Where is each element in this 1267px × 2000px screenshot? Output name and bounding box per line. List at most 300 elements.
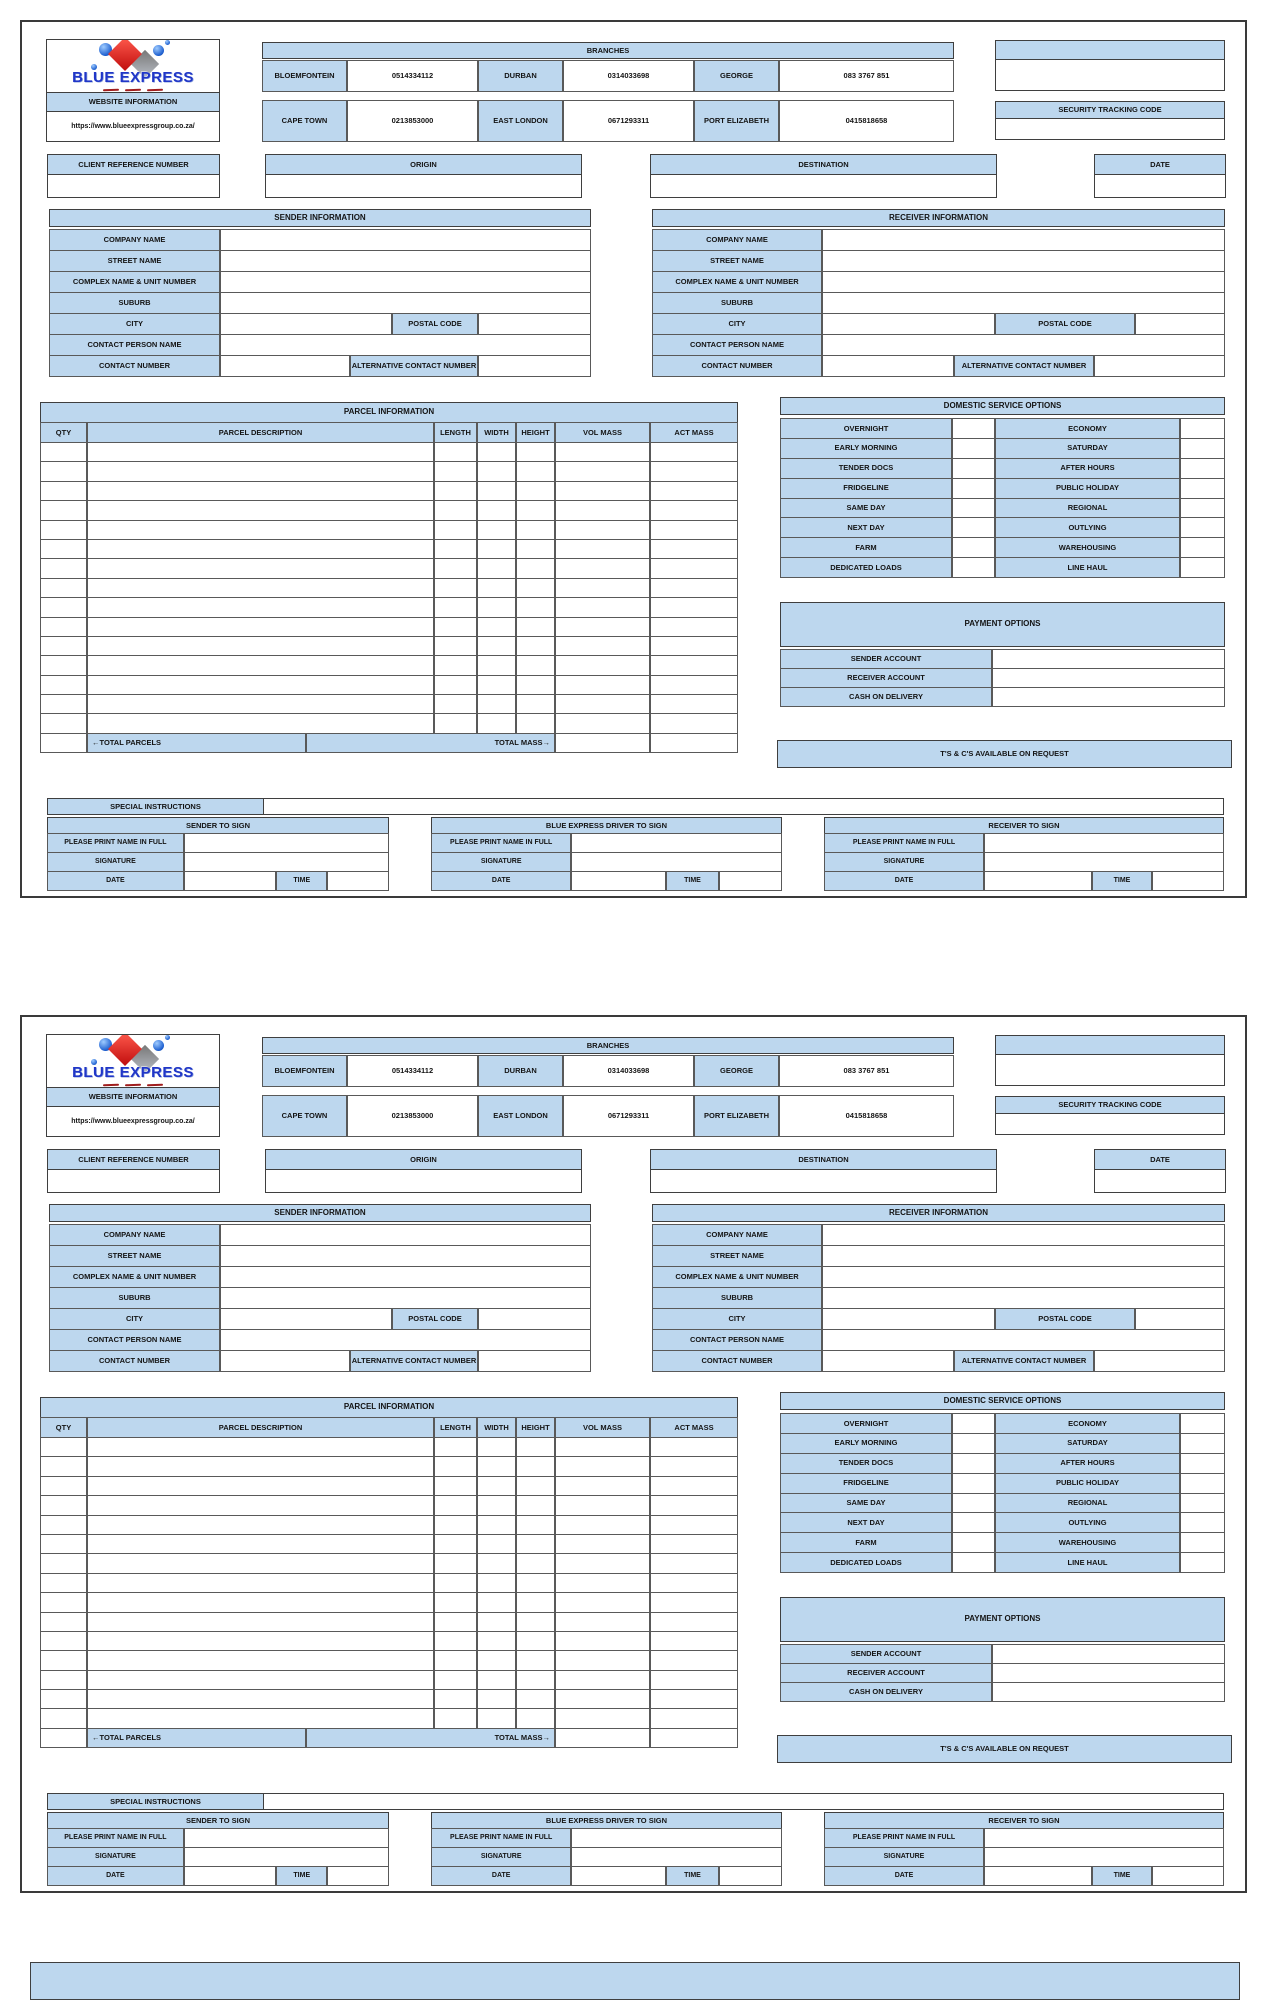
parcel-cell[interactable] <box>87 1515 434 1535</box>
parcel-cell[interactable] <box>434 1553 477 1573</box>
parcel-cell[interactable] <box>40 481 87 501</box>
parcel-cell[interactable] <box>87 578 434 598</box>
receiver-complex-input[interactable] <box>822 1266 1225 1288</box>
parcel-cell[interactable] <box>87 1437 434 1457</box>
service-option-checkbox[interactable] <box>1180 537 1225 558</box>
sender-account-checkbox[interactable] <box>992 1644 1225 1664</box>
parcel-cell[interactable] <box>40 1515 87 1535</box>
parcel-cell[interactable] <box>650 1670 738 1690</box>
service-option-checkbox[interactable] <box>1180 1552 1225 1573</box>
time-input[interactable] <box>719 1866 782 1886</box>
parcel-cell[interactable] <box>516 636 555 656</box>
parcel-cell[interactable] <box>40 1476 87 1496</box>
origin-input[interactable] <box>265 1169 582 1193</box>
parcel-cell[interactable] <box>87 655 434 675</box>
sender-contact-person-input[interactable] <box>220 334 591 356</box>
print-name-input[interactable] <box>571 1828 782 1848</box>
print-name-input[interactable] <box>184 1828 389 1848</box>
parcel-cell[interactable] <box>516 500 555 520</box>
parcel-cell[interactable] <box>555 520 650 540</box>
service-option-checkbox[interactable] <box>952 1493 995 1514</box>
parcel-cell[interactable] <box>434 1573 477 1593</box>
parcel-cell[interactable] <box>434 694 477 714</box>
receiver-contact-person-input[interactable] <box>822 1329 1225 1351</box>
parcel-cell[interactable] <box>40 1592 87 1612</box>
total-act-mass-input[interactable] <box>650 733 738 753</box>
sender-contact-number-input[interactable] <box>220 1350 350 1372</box>
parcel-cell[interactable] <box>434 1437 477 1457</box>
cash-on-delivery-checkbox[interactable] <box>992 687 1225 707</box>
parcel-cell[interactable] <box>40 636 87 656</box>
parcel-cell[interactable] <box>87 617 434 637</box>
service-option-checkbox[interactable] <box>952 1473 995 1494</box>
parcel-cell[interactable] <box>516 1670 555 1690</box>
receiver-alt-contact-input[interactable] <box>1094 355 1225 377</box>
cash-on-delivery-checkbox[interactable] <box>992 1682 1225 1702</box>
receiver-contact-number-input[interactable] <box>822 355 954 377</box>
parcel-cell[interactable] <box>516 1476 555 1496</box>
parcel-cell[interactable] <box>477 1708 516 1728</box>
parcel-cell[interactable] <box>40 1612 87 1632</box>
parcel-cell[interactable] <box>40 1670 87 1690</box>
parcel-cell[interactable] <box>87 1650 434 1670</box>
parcel-cell[interactable] <box>516 1437 555 1457</box>
service-option-checkbox[interactable] <box>1180 418 1225 439</box>
parcel-cell[interactable] <box>516 1515 555 1535</box>
parcel-cell[interactable] <box>650 1708 738 1728</box>
service-option-checkbox[interactable] <box>952 1453 995 1474</box>
parcel-cell[interactable] <box>650 617 738 637</box>
parcel-cell[interactable] <box>516 1631 555 1651</box>
parcel-cell[interactable] <box>555 1515 650 1535</box>
sender-company-input[interactable] <box>220 1224 591 1246</box>
parcel-cell[interactable] <box>40 1495 87 1515</box>
parcel-cell[interactable] <box>434 520 477 540</box>
parcel-cell[interactable] <box>555 578 650 598</box>
parcel-cell[interactable] <box>87 1612 434 1632</box>
parcel-cell[interactable] <box>555 1437 650 1457</box>
parcel-cell[interactable] <box>40 1437 87 1457</box>
parcel-cell[interactable] <box>516 1592 555 1612</box>
parcel-cell[interactable] <box>650 1592 738 1612</box>
parcel-cell[interactable] <box>477 1612 516 1632</box>
parcel-cell[interactable] <box>87 481 434 501</box>
parcel-cell[interactable] <box>87 1476 434 1496</box>
parcel-cell[interactable] <box>555 1689 650 1709</box>
parcel-cell[interactable] <box>555 1456 650 1476</box>
parcel-cell[interactable] <box>477 1592 516 1612</box>
receiver-contact-person-input[interactable] <box>822 334 1225 356</box>
parcel-cell[interactable] <box>650 1515 738 1535</box>
parcel-cell[interactable] <box>516 461 555 481</box>
sender-alt-contact-input[interactable] <box>478 1350 591 1372</box>
service-option-checkbox[interactable] <box>952 458 995 479</box>
parcel-cell[interactable] <box>477 1670 516 1690</box>
parcel-cell[interactable] <box>477 597 516 617</box>
sender-complex-input[interactable] <box>220 1266 591 1288</box>
parcel-cell[interactable] <box>516 1534 555 1554</box>
parcel-cell[interactable] <box>555 1476 650 1496</box>
parcel-cell[interactable] <box>650 558 738 578</box>
service-option-checkbox[interactable] <box>1180 1413 1225 1434</box>
security-tracking-code-input[interactable] <box>995 118 1225 140</box>
parcel-cell[interactable] <box>40 520 87 540</box>
parcel-cell[interactable] <box>87 558 434 578</box>
parcel-cell[interactable] <box>87 1592 434 1612</box>
service-option-checkbox[interactable] <box>952 1433 995 1454</box>
receiver-city-input[interactable] <box>822 313 995 335</box>
parcel-cell[interactable] <box>477 617 516 637</box>
sender-account-checkbox[interactable] <box>992 649 1225 669</box>
parcel-cell[interactable] <box>477 481 516 501</box>
parcel-cell[interactable] <box>650 1612 738 1632</box>
parcel-cell[interactable] <box>40 694 87 714</box>
signature-input[interactable] <box>571 852 782 872</box>
parcel-cell[interactable] <box>40 1534 87 1554</box>
sender-city-input[interactable] <box>220 1308 392 1330</box>
parcel-cell[interactable] <box>650 442 738 462</box>
parcel-cell[interactable] <box>87 1573 434 1593</box>
special-instructions-input[interactable] <box>263 798 1224 815</box>
parcel-cell[interactable] <box>87 694 434 714</box>
service-option-checkbox[interactable] <box>952 1512 995 1533</box>
parcel-cell[interactable] <box>650 1631 738 1651</box>
parcel-cell[interactable] <box>87 713 434 733</box>
parcel-cell[interactable] <box>516 1708 555 1728</box>
parcel-cell[interactable] <box>40 1689 87 1709</box>
parcel-cell[interactable] <box>516 520 555 540</box>
sender-street-input[interactable] <box>220 1245 591 1267</box>
parcel-cell[interactable] <box>87 1670 434 1690</box>
sender-alt-contact-input[interactable] <box>478 355 591 377</box>
parcel-cell[interactable] <box>40 617 87 637</box>
parcel-cell[interactable] <box>516 597 555 617</box>
parcel-cell[interactable] <box>87 539 434 559</box>
parcel-cell[interactable] <box>555 461 650 481</box>
parcel-cell[interactable] <box>555 1553 650 1573</box>
totals-qty-cell[interactable] <box>40 1728 87 1748</box>
parcel-cell[interactable] <box>434 1689 477 1709</box>
time-input[interactable] <box>327 871 389 891</box>
parcel-cell[interactable] <box>555 1573 650 1593</box>
signature-input[interactable] <box>571 1847 782 1867</box>
parcel-cell[interactable] <box>477 520 516 540</box>
parcel-cell[interactable] <box>555 539 650 559</box>
receiver-city-input[interactable] <box>822 1308 995 1330</box>
sender-postal-input[interactable] <box>478 1308 591 1330</box>
date-input[interactable] <box>571 1866 666 1886</box>
client-reference-input[interactable] <box>47 174 220 198</box>
parcel-cell[interactable] <box>516 578 555 598</box>
parcel-cell[interactable] <box>87 1456 434 1476</box>
service-option-checkbox[interactable] <box>1180 1433 1225 1454</box>
service-option-checkbox[interactable] <box>952 478 995 499</box>
time-input[interactable] <box>1152 1866 1224 1886</box>
parcel-cell[interactable] <box>650 1437 738 1457</box>
receiver-street-input[interactable] <box>822 250 1225 272</box>
parcel-cell[interactable] <box>477 655 516 675</box>
parcel-cell[interactable] <box>434 442 477 462</box>
sender-suburb-input[interactable] <box>220 1287 591 1309</box>
print-name-input[interactable] <box>571 833 782 853</box>
service-option-checkbox[interactable] <box>1180 1493 1225 1514</box>
signature-input[interactable] <box>184 852 389 872</box>
parcel-cell[interactable] <box>40 1553 87 1573</box>
top-right-blank-input[interactable] <box>995 1054 1225 1086</box>
parcel-cell[interactable] <box>87 520 434 540</box>
signature-input[interactable] <box>984 852 1224 872</box>
sender-postal-input[interactable] <box>478 313 591 335</box>
service-option-checkbox[interactable] <box>1180 557 1225 578</box>
service-option-checkbox[interactable] <box>952 1413 995 1434</box>
service-option-checkbox[interactable] <box>1180 1532 1225 1553</box>
parcel-cell[interactable] <box>555 636 650 656</box>
service-option-checkbox[interactable] <box>1180 1453 1225 1474</box>
date-input[interactable] <box>984 871 1092 891</box>
date-input[interactable] <box>184 1866 276 1886</box>
parcel-cell[interactable] <box>40 1650 87 1670</box>
parcel-cell[interactable] <box>40 1456 87 1476</box>
parcel-cell[interactable] <box>477 1534 516 1554</box>
totals-qty-cell[interactable] <box>40 733 87 753</box>
parcel-cell[interactable] <box>40 1573 87 1593</box>
parcel-cell[interactable] <box>477 500 516 520</box>
parcel-cell[interactable] <box>650 713 738 733</box>
parcel-cell[interactable] <box>434 1612 477 1632</box>
receiver-suburb-input[interactable] <box>822 292 1225 314</box>
parcel-cell[interactable] <box>555 1534 650 1554</box>
parcel-cell[interactable] <box>650 539 738 559</box>
receiver-account-checkbox[interactable] <box>992 1663 1225 1683</box>
parcel-cell[interactable] <box>40 539 87 559</box>
sender-street-input[interactable] <box>220 250 591 272</box>
sender-contact-number-input[interactable] <box>220 355 350 377</box>
parcel-cell[interactable] <box>555 558 650 578</box>
parcel-cell[interactable] <box>87 597 434 617</box>
date-input[interactable] <box>984 1866 1092 1886</box>
receiver-street-input[interactable] <box>822 1245 1225 1267</box>
service-option-checkbox[interactable] <box>952 1532 995 1553</box>
parcel-cell[interactable] <box>477 1515 516 1535</box>
parcel-cell[interactable] <box>434 1592 477 1612</box>
parcel-cell[interactable] <box>434 539 477 559</box>
parcel-cell[interactable] <box>87 1534 434 1554</box>
parcel-cell[interactable] <box>555 694 650 714</box>
parcel-cell[interactable] <box>434 1476 477 1496</box>
service-option-checkbox[interactable] <box>952 498 995 519</box>
parcel-cell[interactable] <box>650 636 738 656</box>
parcel-cell[interactable] <box>555 1708 650 1728</box>
parcel-cell[interactable] <box>650 520 738 540</box>
date-input[interactable] <box>1094 174 1226 198</box>
parcel-cell[interactable] <box>650 1553 738 1573</box>
parcel-cell[interactable] <box>434 500 477 520</box>
parcel-cell[interactable] <box>434 675 477 695</box>
parcel-cell[interactable] <box>477 1476 516 1496</box>
parcel-cell[interactable] <box>87 1495 434 1515</box>
parcel-cell[interactable] <box>87 500 434 520</box>
parcel-cell[interactable] <box>434 461 477 481</box>
parcel-cell[interactable] <box>516 1612 555 1632</box>
receiver-postal-input[interactable] <box>1135 1308 1225 1330</box>
parcel-cell[interactable] <box>434 1650 477 1670</box>
parcel-cell[interactable] <box>87 1631 434 1651</box>
parcel-cell[interactable] <box>650 1534 738 1554</box>
receiver-company-input[interactable] <box>822 229 1225 251</box>
parcel-cell[interactable] <box>555 1650 650 1670</box>
parcel-cell[interactable] <box>650 481 738 501</box>
parcel-cell[interactable] <box>40 655 87 675</box>
receiver-alt-contact-input[interactable] <box>1094 1350 1225 1372</box>
service-option-checkbox[interactable] <box>952 537 995 558</box>
destination-input[interactable] <box>650 174 997 198</box>
parcel-cell[interactable] <box>87 442 434 462</box>
parcel-cell[interactable] <box>434 1515 477 1535</box>
parcel-cell[interactable] <box>650 1650 738 1670</box>
parcel-cell[interactable] <box>516 558 555 578</box>
parcel-cell[interactable] <box>40 675 87 695</box>
sender-city-input[interactable] <box>220 313 392 335</box>
parcel-cell[interactable] <box>516 1553 555 1573</box>
parcel-cell[interactable] <box>516 655 555 675</box>
parcel-cell[interactable] <box>434 713 477 733</box>
parcel-cell[interactable] <box>40 500 87 520</box>
parcel-cell[interactable] <box>434 1708 477 1728</box>
parcel-cell[interactable] <box>434 1534 477 1554</box>
parcel-cell[interactable] <box>555 500 650 520</box>
parcel-cell[interactable] <box>477 675 516 695</box>
parcel-cell[interactable] <box>477 713 516 733</box>
parcel-cell[interactable] <box>87 1689 434 1709</box>
parcel-cell[interactable] <box>477 558 516 578</box>
sender-suburb-input[interactable] <box>220 292 591 314</box>
parcel-cell[interactable] <box>516 539 555 559</box>
parcel-cell[interactable] <box>555 442 650 462</box>
date-input[interactable] <box>184 871 276 891</box>
parcel-cell[interactable] <box>516 617 555 637</box>
parcel-cell[interactable] <box>516 481 555 501</box>
parcel-cell[interactable] <box>477 1495 516 1515</box>
parcel-cell[interactable] <box>40 1631 87 1651</box>
parcel-cell[interactable] <box>477 1631 516 1651</box>
client-reference-input[interactable] <box>47 1169 220 1193</box>
website-url[interactable]: https://www.blueexpressgroup.co.za/ <box>46 1106 220 1137</box>
parcel-cell[interactable] <box>555 1495 650 1515</box>
signature-input[interactable] <box>184 1847 389 1867</box>
parcel-cell[interactable] <box>434 481 477 501</box>
parcel-cell[interactable] <box>650 1476 738 1496</box>
parcel-cell[interactable] <box>477 1553 516 1573</box>
receiver-suburb-input[interactable] <box>822 1287 1225 1309</box>
parcel-cell[interactable] <box>87 461 434 481</box>
parcel-cell[interactable] <box>40 558 87 578</box>
parcel-cell[interactable] <box>555 675 650 695</box>
parcel-cell[interactable] <box>477 1437 516 1457</box>
parcel-cell[interactable] <box>434 578 477 598</box>
parcel-cell[interactable] <box>555 1670 650 1690</box>
parcel-cell[interactable] <box>516 1495 555 1515</box>
parcel-cell[interactable] <box>434 558 477 578</box>
service-option-checkbox[interactable] <box>952 557 995 578</box>
parcel-cell[interactable] <box>516 694 555 714</box>
parcel-cell[interactable] <box>555 1631 650 1651</box>
parcel-cell[interactable] <box>87 636 434 656</box>
sender-contact-person-input[interactable] <box>220 1329 591 1351</box>
parcel-cell[interactable] <box>87 1708 434 1728</box>
parcel-cell[interactable] <box>434 636 477 656</box>
parcel-cell[interactable] <box>650 1573 738 1593</box>
destination-input[interactable] <box>650 1169 997 1193</box>
parcel-cell[interactable] <box>555 617 650 637</box>
receiver-contact-number-input[interactable] <box>822 1350 954 1372</box>
parcel-cell[interactable] <box>650 675 738 695</box>
parcel-cell[interactable] <box>555 597 650 617</box>
time-input[interactable] <box>719 871 782 891</box>
service-option-checkbox[interactable] <box>952 438 995 459</box>
parcel-cell[interactable] <box>87 675 434 695</box>
parcel-cell[interactable] <box>516 713 555 733</box>
receiver-account-checkbox[interactable] <box>992 668 1225 688</box>
parcel-cell[interactable] <box>40 461 87 481</box>
parcel-cell[interactable] <box>650 500 738 520</box>
parcel-cell[interactable] <box>516 1456 555 1476</box>
date-input[interactable] <box>1094 1169 1226 1193</box>
service-option-checkbox[interactable] <box>1180 1473 1225 1494</box>
service-option-checkbox[interactable] <box>1180 498 1225 519</box>
service-option-checkbox[interactable] <box>1180 1512 1225 1533</box>
parcel-cell[interactable] <box>477 1689 516 1709</box>
receiver-company-input[interactable] <box>822 1224 1225 1246</box>
parcel-cell[interactable] <box>434 597 477 617</box>
parcel-cell[interactable] <box>555 1612 650 1632</box>
parcel-cell[interactable] <box>477 1650 516 1670</box>
sender-complex-input[interactable] <box>220 271 591 293</box>
parcel-cell[interactable] <box>434 655 477 675</box>
service-option-checkbox[interactable] <box>952 1552 995 1573</box>
parcel-cell[interactable] <box>555 1592 650 1612</box>
parcel-cell[interactable] <box>555 481 650 501</box>
date-input[interactable] <box>571 871 666 891</box>
time-input[interactable] <box>327 1866 389 1886</box>
top-right-blank-input[interactable] <box>995 59 1225 91</box>
parcel-cell[interactable] <box>87 1553 434 1573</box>
parcel-cell[interactable] <box>40 578 87 598</box>
parcel-cell[interactable] <box>650 655 738 675</box>
parcel-cell[interactable] <box>434 617 477 637</box>
parcel-cell[interactable] <box>40 1708 87 1728</box>
parcel-cell[interactable] <box>555 713 650 733</box>
signature-input[interactable] <box>984 1847 1224 1867</box>
parcel-cell[interactable] <box>477 1456 516 1476</box>
parcel-cell[interactable] <box>516 1689 555 1709</box>
parcel-cell[interactable] <box>434 1670 477 1690</box>
parcel-cell[interactable] <box>650 1689 738 1709</box>
service-option-checkbox[interactable] <box>1180 438 1225 459</box>
security-tracking-code-input[interactable] <box>995 1113 1225 1135</box>
receiver-complex-input[interactable] <box>822 271 1225 293</box>
origin-input[interactable] <box>265 174 582 198</box>
parcel-cell[interactable] <box>516 442 555 462</box>
receiver-postal-input[interactable] <box>1135 313 1225 335</box>
total-act-mass-input[interactable] <box>650 1728 738 1748</box>
parcel-cell[interactable] <box>516 1650 555 1670</box>
parcel-cell[interactable] <box>516 675 555 695</box>
parcel-cell[interactable] <box>434 1456 477 1476</box>
parcel-cell[interactable] <box>434 1631 477 1651</box>
parcel-cell[interactable] <box>40 713 87 733</box>
parcel-cell[interactable] <box>477 694 516 714</box>
parcel-cell[interactable] <box>477 636 516 656</box>
